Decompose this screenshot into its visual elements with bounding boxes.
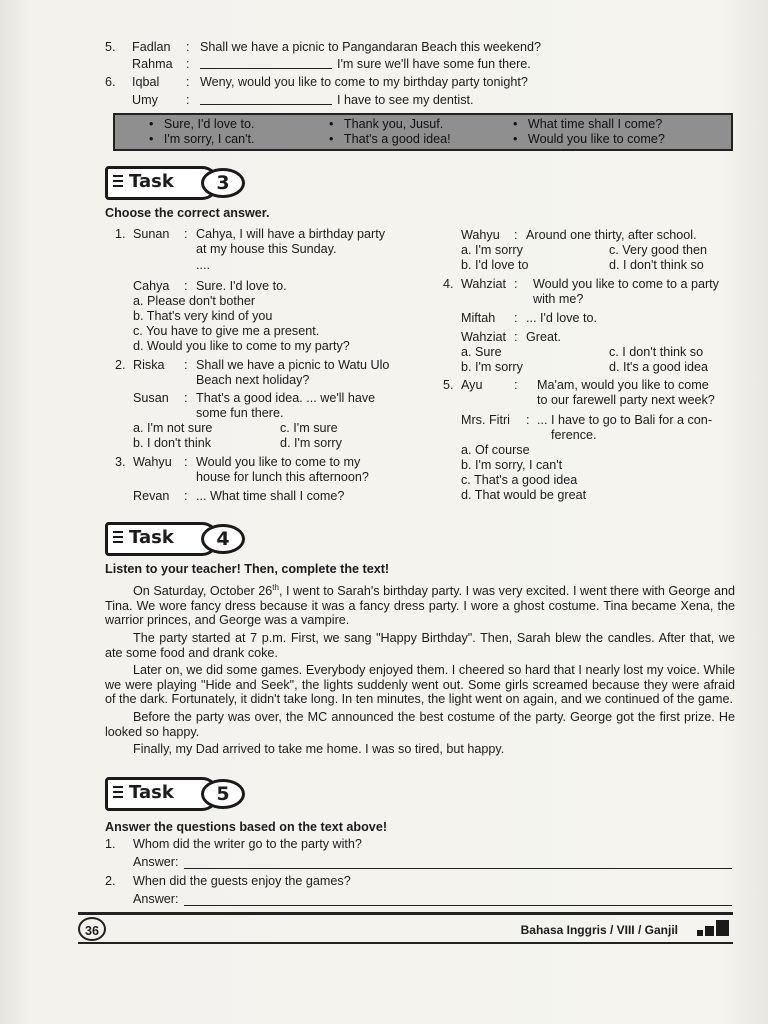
answer-options-box	[113, 113, 733, 151]
choice-option[interactable]: c. I don't think so	[609, 345, 704, 359]
speaker-line: Weny, would you like to come to my birthday party tonight?	[200, 75, 528, 89]
speaker-name: Rahma	[132, 57, 173, 71]
answer-blank[interactable]	[200, 57, 332, 69]
answer-line[interactable]	[184, 905, 732, 906]
question-line: ....	[196, 258, 210, 272]
worksheet-page: 5. Fadlan : Shall we have a picnic to Pangandaran Beach this weekend? Rahma : I'm sure we'll have some fun there. 6. Iqbal : Weny, would you like to come to my birthday party tonight? Umy : I have to see my dentist. • Sure, I'd love to. • I'm sorry, I can't. • Thank you, Jusuf. • That's a good idea! • What time shall I come? • Would you like to come? Task 3 Choose the correct answer. 1. Sunan : Cahya, I will have a birthday party at my house this Sunday. .... Cahya : Sure. I'd love to. a. Please don't bother b. That's very kind of you c. You have to give me a present. d. Would you like to come to my party? 2. Riska : Shall we have a picnic to Watu Ulo Beach next holiday? Susan : That's a good idea. ... we'll have some fun there. a. I'm not sure c. I'm sure b. I don't think d. I'm sorry 3. Wahyu : Would you like to come to my house for lunch this afternoon? Revan : ... What time shall I come? Wahyu : Around one thirty, after school. a. I'm sorry c. Very good then b. I'd love to d. I don't think so 4. Wahziat : Would you like to come to a party with me? Miftah : ... I'd love to. Wahziat : Great. a. Sure c. I don't think so b. I'm sorry d. It's a good idea 5. Ayu : Ma'am, would you like to come to our farewell party next week? Mrs. Fitri : ... I have to go to Bali for a con- ference. a. Of course b. I'm sorry, I can't c. That's a good idea d. That would be great Task 4 Listen to your teacher! Then, complete the text! On Saturday, October 26th, I went to Sarah's birthday party. I was very excited. I went there with George and Tina. We wore fancy dress because it was a fancy dress party. I wore a ghost costume. Tina became Xena, the warrior princes, and George was a vampire. The party started at 7 p.m. First, we sang "Happy Birthday". Then, Sarah blew the candles. After that, we ate some food and drank coke. Later on, we did some games. Everybody enjoyed them. I cheered so hard that I nearly lost my voice. While we were playing "Hide and Seek", the lights suddenly went out. Some girls screamed because they were afraid of the dark. Fortunately, it didn't take long. In ten minutes, the light went on again, and we continued of the game. Before the party was over, the MC announced the best costume of the party. George got the first prize. He looked so happy. Finally, my Dad arrived to take me home. I was so tired, but happy. Task 5 Answer the questions based on the text above! 1. Whom did the writer go to the party with? Answer: 2. When did the guests enjoy the games? Answer: 36 Bahasa Inggris / VIII / Ganjil	[0, 0, 768, 1024]
option-item: • What time shall I come?	[513, 117, 663, 131]
question-line: ference.	[551, 428, 597, 442]
task-4-instruction: Listen to your teacher! Then, complete the text!	[105, 562, 390, 576]
question-4-reply: Miftah : ... I'd love to.	[461, 311, 598, 325]
footer-rule	[78, 912, 733, 915]
choice-option[interactable]: d. It's a good idea	[609, 360, 709, 374]
choice-option[interactable]: d. I don't think so	[609, 258, 704, 272]
decor-square-icon	[697, 930, 703, 936]
question-2: 2. When did the guests enjoy the games?	[105, 874, 351, 888]
menu-lines-icon	[113, 786, 123, 801]
choice-option[interactable]: a. Sure	[461, 345, 502, 359]
paragraph: Finally, my Dad arrived to take me home. I was so tired, but happy.	[133, 742, 505, 757]
question-1: 1. Sunan : Cahya, I will have a birthday party	[115, 227, 385, 241]
task-number: 3	[201, 168, 245, 198]
paragraph: On Saturday, October 26th, I went to Sarah's birthday party. I was very excited. I went there with George and Tina. We wore fancy dress because it was a fancy dress party. I wore a ghost costume. Tina became Xena, the warrior princes, and George was a vampire.	[105, 583, 735, 628]
choice-option[interactable]: b. I'm sorry	[461, 360, 523, 374]
question-3-reply: Revan : ... What time shall I come?	[133, 489, 345, 503]
answer-label: Answer:	[133, 892, 179, 906]
task-number: 5	[201, 779, 245, 809]
menu-lines-icon	[113, 531, 123, 546]
question-2-reply: Susan : That's a good idea. ... we'll have	[133, 391, 376, 405]
question-line: Beach next holiday?	[196, 373, 310, 387]
question-4-reply-2: Wahziat : Great.	[461, 330, 561, 344]
option-item: • Thank you, Jusuf.	[329, 117, 444, 131]
choice-option[interactable]: a. I'm not sure	[133, 421, 213, 435]
choice-option[interactable]: c. I'm sure	[280, 421, 338, 435]
question-line: with me?	[533, 292, 584, 306]
page-number: 36	[78, 917, 106, 941]
task-label: Task	[129, 171, 174, 192]
story-text	[105, 581, 735, 757]
choice-option[interactable]: c. That's a good idea	[461, 473, 578, 487]
question-2: 2. Riska : Shall we have a picnic to Watu Ulo	[115, 358, 390, 372]
item-number: 5.	[105, 40, 116, 54]
choice-option[interactable]: a. Please don't bother	[133, 294, 256, 308]
choice-option[interactable]: a. I'm sorry	[461, 243, 523, 257]
option-item: • Sure, I'd love to.	[149, 117, 255, 131]
choice-option[interactable]: c. Very good then	[609, 243, 708, 257]
choice-option[interactable]: a. Of course	[461, 443, 530, 457]
task-number: 4	[201, 524, 245, 554]
question-5: 5. Ayu : Ma'am, would you like to come	[443, 378, 709, 392]
dialog-6-line-1: 6. Iqbal : Weny, would you like to come to my birthday party tonight?	[105, 75, 528, 89]
answer-label: Answer:	[133, 855, 179, 869]
decor-square-icon	[705, 926, 714, 936]
dialog-5-line-1: 5. Fadlan : Shall we have a picnic to Pangandaran Beach this weekend?	[105, 40, 541, 54]
speaker-name: Fadlan	[132, 40, 171, 54]
choice-option[interactable]: b. That's very kind of you	[133, 309, 273, 323]
answer-line[interactable]	[184, 868, 732, 869]
choice-option[interactable]: d. Would you like to come to my party?	[133, 339, 350, 353]
speaker-name: Umy	[132, 93, 158, 107]
question-3: 3. Wahyu : Would you like to come to my	[115, 455, 361, 469]
choice-option[interactable]: d. That would be great	[461, 488, 587, 502]
decor-square-icon	[716, 920, 729, 936]
paragraph: Before the party was over, the MC announced the best costume of the party. George got the first prize. He looked so happy.	[105, 709, 735, 739]
footer-rule	[78, 942, 733, 944]
answer-blank[interactable]	[200, 93, 332, 105]
paragraph: The party started at 7 p.m. First, we sang "Happy Birthday". Then, Sarah blew the candles. After that, we ate some food and drank coke.	[105, 630, 735, 660]
task-3-instruction: Choose the correct answer.	[105, 206, 270, 220]
speaker-line: I have to see my dentist.	[337, 93, 474, 107]
speaker-line: Shall we have a picnic to Pangandaran Beach this weekend?	[200, 40, 541, 54]
question-line: some fun there.	[196, 406, 284, 420]
choice-option[interactable]: d. I'm sorry	[280, 436, 342, 450]
choice-option[interactable]: b. I don't think	[133, 436, 212, 450]
task-3-header	[105, 166, 255, 200]
question-5-reply: Mrs. Fitri : ... I have to go to Bali for a con-	[461, 413, 713, 427]
speaker-line: I'm sure we'll have some fun there.	[337, 57, 531, 71]
task-label: Task	[129, 782, 174, 803]
item-number: 6.	[105, 75, 116, 89]
question-1-reply: Cahya : Sure. I'd love to.	[133, 279, 287, 293]
choice-option[interactable]: c. You have to give me a present.	[133, 324, 320, 338]
question-line: house for lunch this afternoon?	[196, 470, 369, 484]
question-1: 1. Whom did the writer go to the party with?	[105, 837, 362, 851]
speaker-name: Iqbal	[132, 75, 160, 89]
option-item: • That's a good idea!	[329, 132, 451, 146]
task-4-header	[105, 522, 255, 556]
option-item: • Would you like to come?	[513, 132, 665, 146]
menu-lines-icon	[113, 175, 123, 190]
task-5-instruction: Answer the questions based on the text above!	[105, 820, 388, 834]
choice-option[interactable]: b. I'd love to	[461, 258, 529, 272]
paragraph: Later on, we did some games. Everybody enjoyed them. I cheered so hard that I nearly lost my voice. While we were playing "Hide and Seek", the lights suddenly went out. Some girls screamed because they were afraid of the dark. Fortunately, it didn't take long. In ten minutes, the light went on again, and we continued of the game.	[105, 663, 735, 707]
choice-option[interactable]: b. I'm sorry, I can't	[461, 458, 563, 472]
book-title: Bahasa Inggris / VIII / Ganjil	[520, 923, 678, 937]
question-4: 4. Wahziat : Would you like to come to a party	[443, 277, 719, 291]
question-line: at my house this Sunday.	[196, 242, 337, 256]
task-5-header	[105, 777, 255, 811]
option-item: • I'm sorry, I can't.	[149, 132, 255, 146]
question-line: to our farewell party next week?	[537, 393, 715, 407]
question-3-continue: Wahyu : Around one thirty, after school.	[461, 228, 697, 242]
task-label: Task	[129, 527, 174, 548]
